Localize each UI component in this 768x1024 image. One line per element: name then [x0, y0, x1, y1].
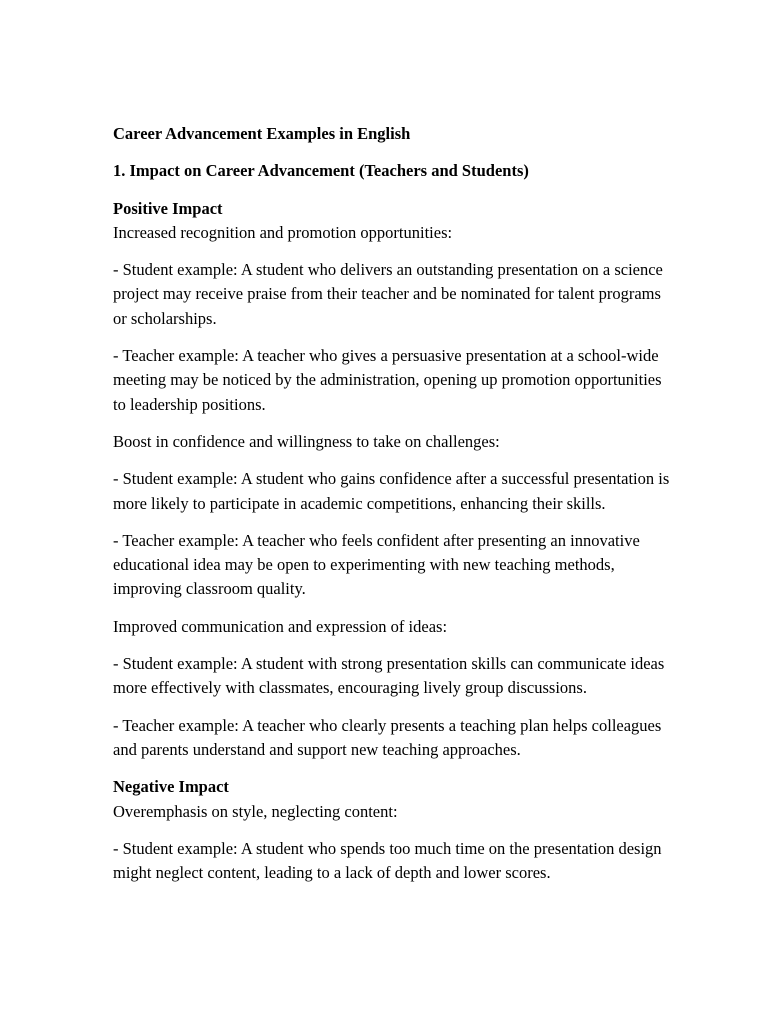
teacher-example: - Teacher example: A teacher who clearly presents a teaching plan helps colleagues and parents understand and support new teaching approaches.: [113, 715, 662, 759]
item-intro: Boost in confidence and willingness to take on challenges:: [113, 431, 500, 451]
document-title: Career Advancement Examples in English: [113, 124, 411, 143]
student-example: - Student example: A student who delivers an outstanding presentation on a science project may receive praise from their teacher and be nominated for talent programs or scholarships.: [113, 260, 663, 328]
item-intro: Overemphasis on style, neglecting content:: [113, 801, 398, 821]
teacher-example: - Teacher example: A teacher who feels confident after presenting an innovative educational idea may be open to experimenting with new teaching methods, improving classroom quality.: [113, 530, 640, 599]
teacher-example: - Teacher example: A teacher who gives a persuasive presentation at a school-wide meeting may be noticed by the administration, opening up promotion opportunities to leadership positions.: [113, 346, 662, 414]
student-example: - Student example: A student with strong presentation skills can communicate ideas more effectively with classmates, encouraging lively group discussions.: [113, 654, 665, 698]
student-example: - Student example: A student who gains confidence after a successful presentation is more likely to participate in academic competitions, enhancing their skills.: [113, 469, 670, 513]
item-intro: Increased recognition and promotion opportunities:: [113, 222, 453, 242]
negative-impact-heading: Negative Impact: [113, 777, 229, 797]
document-page: [113, 122, 673, 898]
student-example: - Student example: A student who spends too much time on the presentation design might neglect content, leading to a lack of depth and lower scores.: [113, 838, 662, 883]
positive-impact-heading: Positive Impact: [113, 198, 223, 218]
section-heading: 1. Impact on Career Advancement (Teachers and Students): [113, 161, 529, 181]
item-intro: Improved communication and expression of ideas:: [113, 616, 448, 636]
